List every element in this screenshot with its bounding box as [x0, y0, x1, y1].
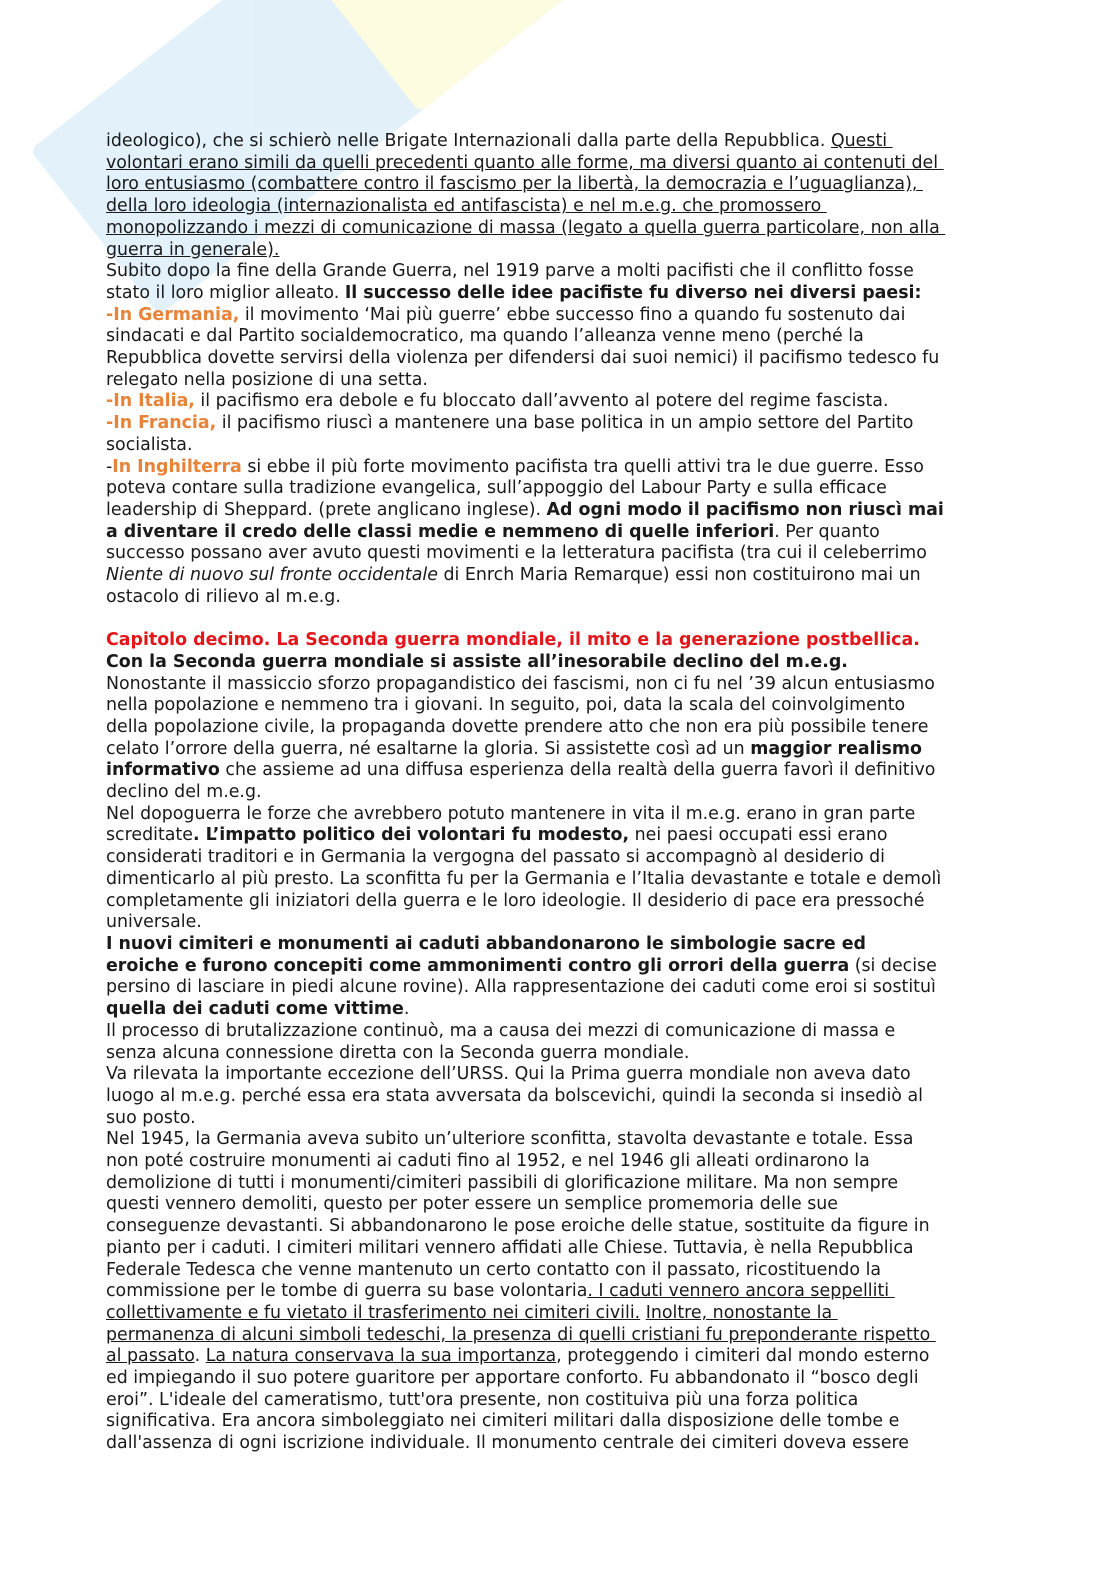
- chapter-title: Capitolo decimo. La Seconda guerra mondiale, il mito e la generazione postbellica.: [106, 630, 920, 651]
- text-run: Nel dopoguerra le forze che avrebbero potuto mantenere in vita il m.e.g. erano in gran parte screditate: [106, 803, 916, 846]
- paragraph: [106, 457, 1016, 609]
- watermark-accent: [290, 0, 569, 112]
- bold-text: Con la Seconda guerra mondiale si assiste all’inesorabile declino del m.e.g.: [106, 651, 848, 672]
- underlined-text: Inoltre, nonostante la permanenza di alcuni simboli tedeschi, la presenza di quelli cristiani fu preponderante rispetto al passato: [106, 1302, 931, 1367]
- bold-text: maggior realismo informativo: [106, 738, 922, 781]
- text-run: il movimento ‘Mai più guerre’ ebbe successo fino a quando fu sostenuto dai sindacati e dal Partito socialdemocratico, ma quando l’alleanza venne meno (perché la Repubblica dovette servirsi della violenza per difendersi dai suoi nemici) il pacifismo tedesco fu relegato nella posizione di una setta.: [106, 304, 940, 390]
- country-label: -In Francia,: [106, 413, 217, 434]
- chapter-heading: [106, 630, 1016, 652]
- text-run: . Per quanto successo possano aver avuto questi movimenti e la letteratura pacifista (tra cui il celeberrimo: [106, 521, 927, 564]
- bold-text: Il successo delle idee pacifiste fu diverso nei diversi paesi:: [344, 282, 922, 303]
- bold-text: I nuovi cimiteri e monumenti ai caduti abbandonarono le simbologie sacre ed eroiche e furono concepiti come ammonimenti contro gli orrori della guerra: [106, 934, 866, 976]
- text-run: che assieme ad una diffusa esperienza della realtà della guerra favorì il definitivo declino del m.e.g.: [106, 760, 936, 803]
- paragraph: [106, 1129, 1016, 1455]
- text-run: (si decise persino di lasciare in piedi alcune rovine). Alla rappresentazione dei caduti come eroi si sostituì: [106, 955, 937, 998]
- country-label: -In Italia,: [106, 391, 195, 412]
- text-run: Il processo di brutalizzazione continuò, ma a causa dei mezzi di comunicazione di massa e senza alcuna connessione diretta con la Seconda guerra mondiale.: [106, 1020, 896, 1063]
- text-run: .: [194, 1346, 206, 1367]
- text-run: di Enrch Maria Remarque) essi non costituirono mai un ostacolo di rilievo al m.e.g.: [106, 565, 921, 607]
- text-run: Nonostante il massiccio sforzo propagandistico dei fascismi, non ci fu nel ’39 alcun entusiasmo nella popolazione e nemmeno tra i giovani. In seguito, poi, data la scala del coinvolgimento della popolazione civile, la propaganda dovette prendere atto che non era più possibile tenere celato l’orrore della guerra, né esaltarne la gloria. Si assistette così ad un: [106, 673, 935, 759]
- blank-line: [106, 608, 1016, 630]
- bold-text: quella dei caduti come vittime: [106, 999, 404, 1020]
- paragraph: [106, 261, 1016, 304]
- text-run: .: [403, 999, 410, 1020]
- bold-text: Ad ogni modo il pacifismo non riuscì mai a diventare il credo delle classi medie e nemmeno di quelle inferiori: [106, 499, 944, 542]
- paragraph: [106, 1021, 1016, 1064]
- paragraph: [106, 1064, 1016, 1129]
- paragraph: [106, 391, 1016, 413]
- text-run: si ebbe il più forte movimento pacifista tra quelli attivi tra le due guerre. Esso poteva contare sulla tradizione evangelica, sull’appoggio del Labour Party e sulla efficace leadership di Sheppard. (prete anglicano inglese).: [106, 456, 924, 520]
- text-run: Subito dopo la fine della Grande Guerra, nel 1919 parve a molti pacifisti che il conflitto fosse stato il loro miglior alleato.: [106, 261, 914, 303]
- document-page: [106, 131, 1016, 1455]
- text-run: nei paesi occupati essi erano considerati traditori e in Germania la vergogna del passato si accompagnò al desiderio di dimenticarlo al più presto. La sconfitta fu per la Germania e l’Italia devastante e totale e demolì completamente gli iniziatori della guerra e le loro ideologie. Il desiderio di pace era pressoché universale.: [106, 825, 942, 933]
- paragraph: [106, 413, 1016, 456]
- country-label: In Inghilterra: [112, 456, 242, 477]
- text-run: , proteggendo i cimiteri dal mondo esterno ed impiegando il suo potere guaritore per apportare conforto. Fu abbandonato il “bosco degli eroi”. L'ideale del cameratismo, tutt'ora presente, non costituiva più una forza politica significativa. Era ancora simboleggiato nei cimiteri militari dalla disposizione delle tombe e dall'assenza di ogni iscrizione individuale. Il monumento centrale dei cimiteri doveva essere: [106, 1346, 930, 1454]
- country-label: -In Germania,: [106, 304, 240, 325]
- book-title: Niente di nuovo sul fronte occidentale: [106, 565, 438, 586]
- paragraph: [106, 305, 1016, 392]
- text-run: -: [106, 456, 113, 477]
- bold-text: . L’impatto politico dei volontari fu modesto,: [192, 825, 630, 846]
- underlined-text: Questi volontari erano simili da quelli precedenti quanto alle forme, ma diversi quanto ai contenuti del loro entusiasmo (combattere contro il fascismo per la libertà, la democrazia e l’uguaglianza), della loro ideologia (internazionalista ed antifascista) e nel m.e.g. che promossero monopolizzando i mezzi di comunicazione di massa (legato a quella guerra particolare, non alla guerra in generale).: [106, 131, 940, 260]
- text-run: il pacifismo riuscì a mantenere una base politica in un ampio settore del Partito socialista.: [106, 413, 914, 455]
- paragraph: [106, 934, 1016, 1021]
- text-run: il pacifismo era debole e fu bloccato dall’avvento al potere del regime fascista.: [194, 391, 889, 412]
- text-run: Va rilevata la importante eccezione dell’URSS. Qui la Prima guerra mondiale non aveva dato luogo al m.e.g. perché essa era stata avversata da bolscevichi, quindi la seconda si insediò al suo posto.: [106, 1064, 923, 1128]
- text-run: Nel 1945, la Germania aveva subito un’ulteriore sconfitta, stavolta devastante e totale. Essa non poté costruire monumenti ai caduti fino al 1952, e nel 1946 gli alleati ordinarono la demolizione di tutti i monumenti/cimiteri passibili di glorificazione militare. Ma non sempre questi vennero demoliti, questo per poter essere un semplice promemoria delle sue conseguenze devastanti. Si abbandonarono le pose eroiche delle statue, sostituite da figure in pianto per i caduti. I cimiteri militari vennero affidati alle Chiese. Tuttavia, è nella Repubblica Federale Tedesca che venne mantenuto un certo contatto con il passato, ricostituendo la commissione per le tombe di guerra su base volontaria: [106, 1129, 930, 1302]
- underlined-text: . I caduti vennero ancora seppelliti collettivamente e fu vietato il trasferimento nei cimiteri civili.: [106, 1281, 890, 1323]
- paragraph: [106, 804, 1016, 934]
- paragraph: [106, 674, 1016, 804]
- underlined-text: La natura conservava la sua importanza: [205, 1346, 557, 1367]
- text-run: ideologico), che si schierò nelle Brigate Internazionali dalla parte della Repubblica.: [106, 131, 831, 151]
- paragraph: [106, 652, 1016, 674]
- paragraph: [106, 131, 1016, 261]
